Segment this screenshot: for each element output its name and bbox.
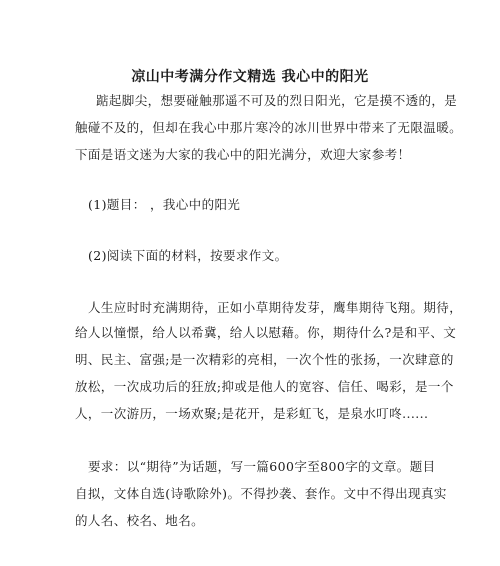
- requirement-line-2: 自拟，文体自选(诗歌除外)。不得抄袭、套作。文中不得出现真实: [75, 486, 447, 501]
- document-title: 凉山中考满分作文精选 我心中的阳光: [131, 69, 369, 85]
- material-line-4: 放松，一次成功后的狂放;抑或是他人的宽容、信任、喝彩，是一个: [75, 379, 454, 394]
- question-instruction-line: (2)阅读下面的材料，按要求作文。: [88, 248, 288, 263]
- material-line-1: 人生应时时充满期待，正如小草期待发芽，鹰隼期待飞翔。期待，: [88, 300, 463, 315]
- requirement-line-1: 要求：以“期待”为话题，写一篇600字至800字的文章。题目: [88, 459, 436, 474]
- question-title-line: (1)题目： ，我心中的阳光: [88, 197, 241, 212]
- intro-line-2: 触碰不及的，但却在我心中那片寒冷的冰川世界中带来了无限温暖。: [75, 120, 463, 135]
- material-line-5: 人，一次游历，一场欢聚;是花开，是彩虹飞，是泉水叮咚......: [75, 406, 429, 421]
- intro-line-3: 下面是语文迷为大家的我心中的阳光满分，欢迎大家参考！: [75, 147, 411, 162]
- intro-line-1: 踮起脚尖，想要碰触那遥不可及的烈日阳光，它是摸不透的，是: [96, 93, 458, 108]
- requirement-line-3: 的人名、校名、地名。: [75, 513, 205, 528]
- material-line-2: 给人以憧憬，给人以希冀，给人以慰藉。你，期待什么?是和平、文: [75, 325, 457, 340]
- material-line-3: 明、民主、富强;是一次精彩的亮相，一次个性的张扬，一次肆意的: [75, 352, 454, 367]
